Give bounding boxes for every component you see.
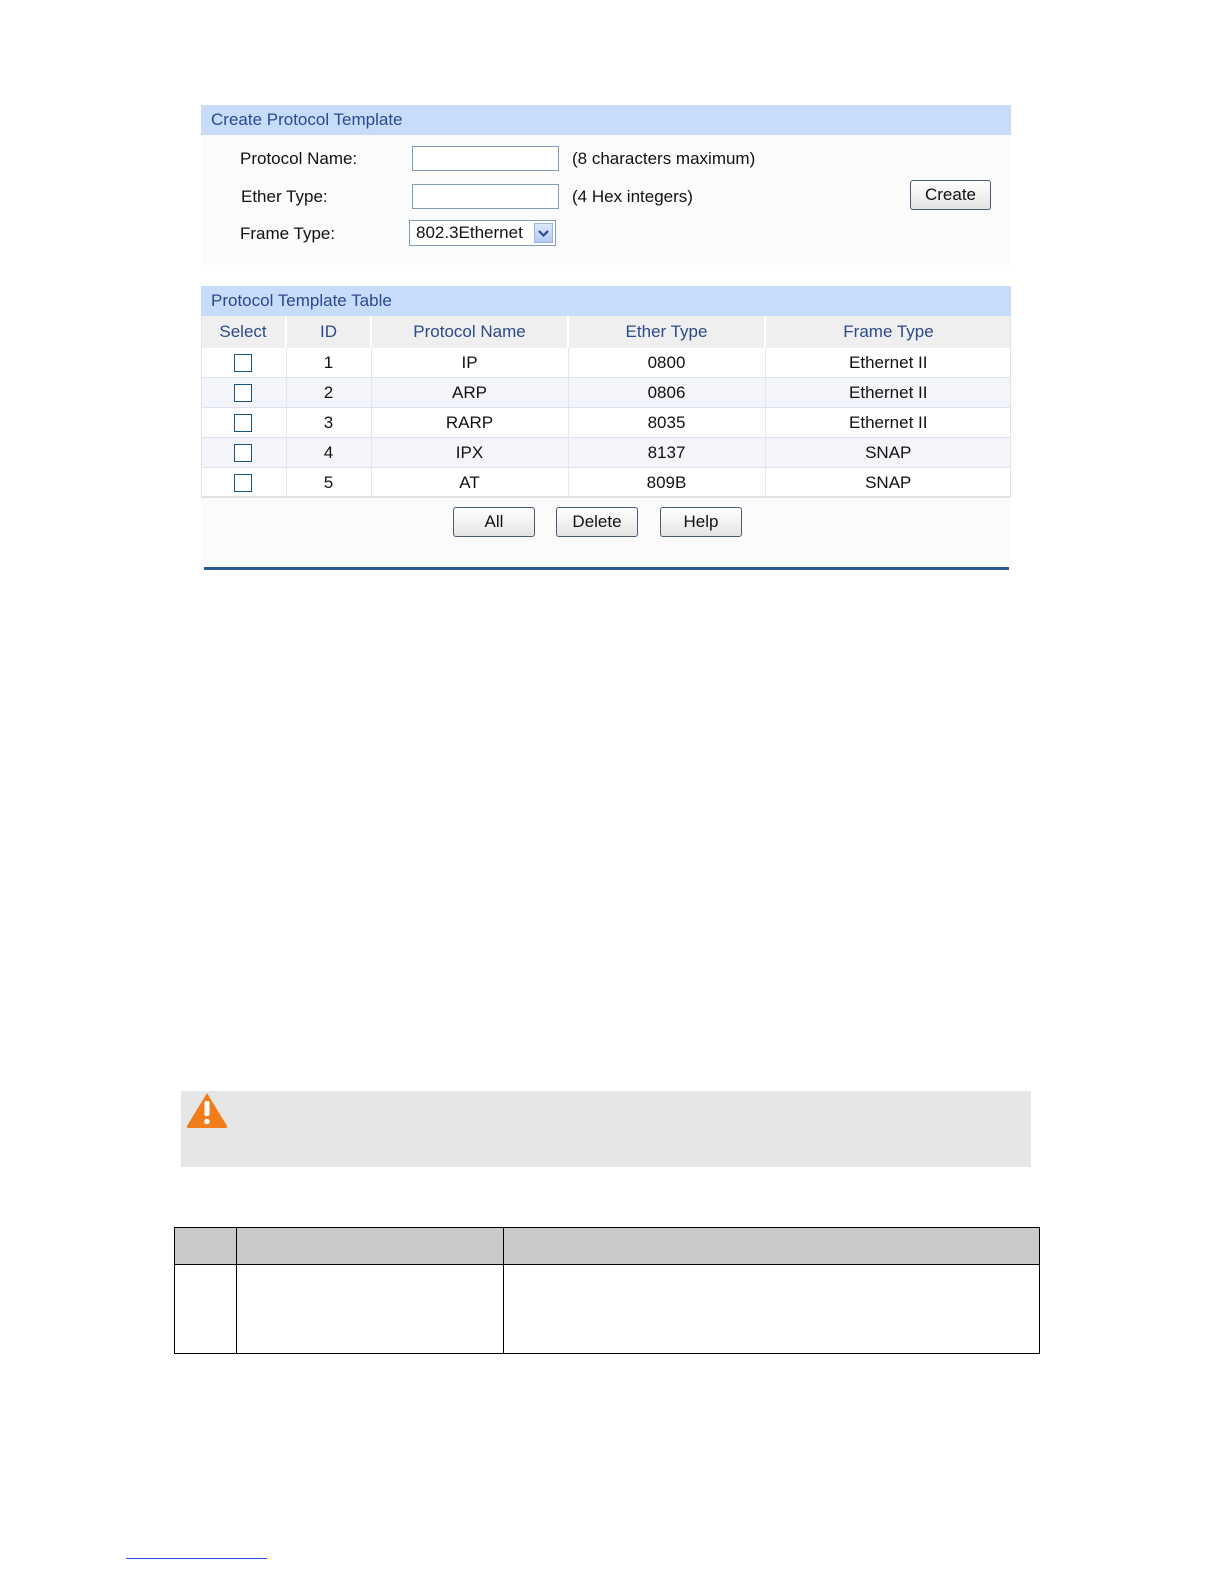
document-table-header-cell — [236, 1228, 503, 1265]
frame-type-cell: SNAP — [765, 438, 1011, 468]
table-row — [201, 408, 1011, 438]
frame-type-selected-value: 802.3Ethernet — [416, 223, 523, 242]
table-row — [201, 468, 1011, 498]
ether-type-cell: 8035 — [568, 408, 765, 438]
frame-type-label: Frame Type: — [240, 224, 336, 243]
document-table-header-cell — [175, 1228, 237, 1265]
select-cell — [201, 438, 286, 468]
help-button[interactable]: Help — [660, 507, 742, 537]
ether-type-cell: 809B — [568, 468, 765, 498]
row-select-checkbox[interactable] — [234, 444, 252, 462]
table-row — [201, 348, 1011, 378]
protocol-name-cell: RARP — [371, 408, 568, 438]
id-cell: 2 — [286, 378, 371, 408]
caution-box — [181, 1091, 1031, 1167]
id-cell: 3 — [286, 408, 371, 438]
frame-type-cell: Ethernet II — [765, 378, 1011, 408]
table-row — [201, 378, 1011, 408]
document-table — [174, 1227, 1040, 1354]
row-select-checkbox[interactable] — [234, 474, 252, 492]
row-select-checkbox[interactable] — [234, 354, 252, 372]
column-header-ether-type: Ether Type — [568, 316, 765, 348]
ether-type-label: Ether Type: — [241, 187, 328, 206]
document-table-row — [175, 1265, 1040, 1354]
ether-type-cell: 0800 — [568, 348, 765, 378]
protocol-name-cell: AT — [371, 468, 568, 498]
document-table-header-row — [175, 1228, 1040, 1265]
select-cell — [201, 408, 286, 438]
row-select-checkbox[interactable] — [234, 384, 252, 402]
select-cell — [201, 468, 286, 498]
table-row — [201, 438, 1011, 468]
protocol-name-cell: IP — [371, 348, 568, 378]
frame-type-select[interactable] — [409, 220, 556, 246]
document-table-header-cell — [503, 1228, 1039, 1265]
document-table-cell — [503, 1265, 1039, 1354]
create-protocol-template-panel — [201, 105, 1011, 265]
id-cell: 1 — [286, 348, 371, 378]
table-panel-header: Protocol Template Table — [201, 286, 1011, 316]
ether-type-cell: 0806 — [568, 378, 765, 408]
footer-link-underline[interactable] — [126, 1558, 267, 1559]
document-table-cell — [175, 1265, 237, 1354]
column-header-id: ID — [286, 316, 371, 348]
protocol-name-hint: (8 characters maximum) — [572, 149, 756, 168]
id-cell: 5 — [286, 468, 371, 498]
document-table-cell — [236, 1265, 503, 1354]
protocol-name-cell: IPX — [371, 438, 568, 468]
chevron-down-icon[interactable] — [534, 223, 553, 243]
column-header-protocol-name: Protocol Name — [371, 316, 568, 348]
protocol-name-label: Protocol Name: — [240, 149, 358, 168]
ether-type-cell: 8137 — [568, 438, 765, 468]
column-header-select: Select — [201, 316, 286, 348]
protocol-template-table — [201, 316, 1011, 498]
panel-bottom-rule — [204, 567, 1009, 570]
protocol-name-cell: ARP — [371, 378, 568, 408]
delete-button[interactable]: Delete — [556, 507, 638, 537]
select-cell — [201, 378, 286, 408]
warning-icon — [185, 1091, 229, 1134]
ether-type-hint: (4 Hex integers) — [572, 187, 693, 206]
protocol-template-table-panel — [201, 286, 1011, 570]
table-header-row — [201, 316, 1011, 348]
protocol-name-input[interactable] — [412, 146, 559, 171]
frame-type-cell: Ethernet II — [765, 348, 1011, 378]
all-button[interactable]: All — [453, 507, 535, 537]
frame-type-cell: Ethernet II — [765, 408, 1011, 438]
create-panel-header: Create Protocol Template — [201, 105, 1011, 135]
frame-type-cell: SNAP — [765, 468, 1011, 498]
column-header-frame-type: Frame Type — [765, 316, 1011, 348]
select-cell — [201, 348, 286, 378]
create-button[interactable]: Create — [910, 180, 991, 210]
id-cell: 4 — [286, 438, 371, 468]
ether-type-input[interactable] — [412, 184, 559, 209]
row-select-checkbox[interactable] — [234, 414, 252, 432]
